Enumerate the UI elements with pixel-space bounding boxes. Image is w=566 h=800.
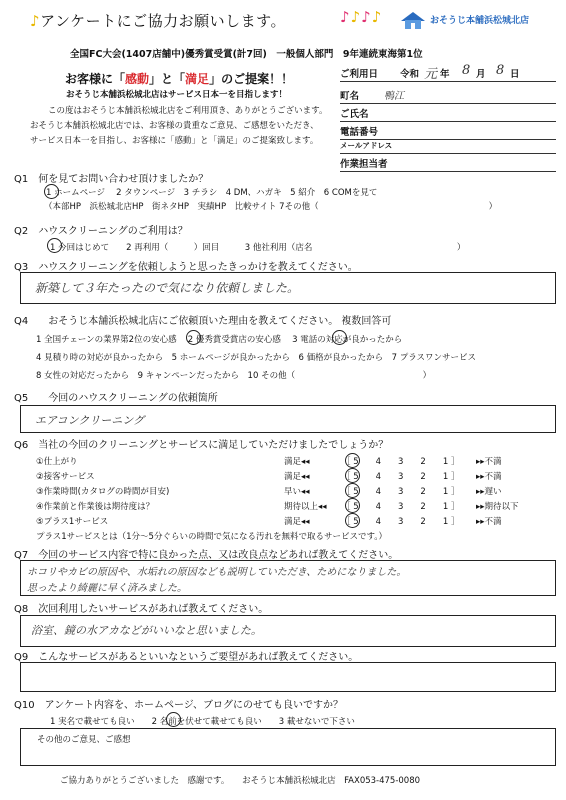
- answer-circle: [345, 513, 360, 528]
- q2-options: 1 今回はじめて 2 再利用（ ）回目 3 他社利用（店名 ）: [50, 243, 466, 253]
- q9-label: Q9 こんなサービスがあるといいなというご要望があれば教えてください。: [14, 652, 359, 663]
- brand-name: おそうじ本舗: [430, 16, 485, 26]
- rating-row: ③作業時間(カタログの時間が目安) 早い◂◂ ［ 5 4 3 2 1 ］ ▸▸遅い: [36, 487, 502, 497]
- q10-label: Q10 アンケート内容を、ホームページ、ブログにのせても良いですか？: [14, 700, 343, 711]
- q7-answer-line: 思ったより綺麗に早く済みました。: [27, 583, 187, 594]
- q1-sub-options: （本部HP 浜松城北店HP 街ネタHP 実績HP 比較サイト 7その他（ ）: [44, 202, 498, 212]
- q2-label: Q2 ハウスクリーニングのご利用は？: [14, 226, 188, 237]
- q3-answer: 新築して３年たったので気になり依頼しました。: [35, 281, 300, 295]
- town-value: 鴨江: [384, 91, 404, 102]
- intro-line: この度はおそうじ本舗浜松城北店をご利用頂き、ありがとうございます。: [48, 106, 328, 116]
- q6-label: Q6 当社の今回のクリーニングとサービスに満足していただけましたでしょうか？: [14, 440, 389, 451]
- answer-circle: [345, 468, 360, 483]
- town-field: 町名 鴨江: [340, 88, 556, 104]
- rating-row: ⑤プラス1サービス 満足◂◂ ［ 5 4 3 2 1 ］ ▸▸不満: [36, 517, 502, 527]
- answer-circle: [47, 238, 62, 253]
- q8-answer: 浴室、鏡の水アカなどがいいなと思いました。: [31, 624, 262, 637]
- q10-options: 1 実名で載せても良い 2 名前を伏せて載せても良い 3 載せないで下さい: [50, 717, 355, 727]
- date-month-value: 8: [462, 63, 471, 78]
- brand-branch: 浜松城北店: [484, 16, 530, 26]
- q8-label: Q8 次回利用したいサービスがあれば教えてください。: [14, 604, 269, 615]
- music-note-icon: ♪: [30, 12, 41, 30]
- answer-circle: [332, 330, 347, 345]
- footer-text: ご協力ありがとうございました 感謝です。 おそうじ本舗浜松城北店 FAX053-475-0080: [60, 776, 421, 786]
- rating-row: ①仕上がり 満足◂◂ ［ 5 4 3 2 1 ］ ▸▸不満: [36, 457, 502, 467]
- email-field: メールアドレス: [340, 140, 556, 154]
- q5-label: Q5 今回のハウスクリーニングの依頼箇所: [14, 393, 218, 404]
- q7-answer-box: [20, 560, 556, 596]
- q5-answer: エアコンクリーニング: [35, 414, 145, 427]
- award-text: 全国FC大会(1407店舗中)優秀賞受賞(計7回) 一般個人部門 9年連続東海第1位: [70, 49, 423, 60]
- answer-circle: [345, 498, 360, 513]
- q10-other-label: その他のご意見、ご感想: [37, 735, 131, 745]
- survey-title: ♪アンケートにご協力お願いします。: [30, 12, 286, 30]
- date-year-value: 元: [424, 67, 438, 82]
- answer-circle: [44, 184, 59, 199]
- music-note-icon: ♪: [350, 8, 360, 26]
- q8-answer-box: [20, 615, 556, 647]
- music-notes-decoration: [340, 8, 382, 26]
- q5-answer-box: [20, 405, 556, 433]
- q1-options: 1 ホームページ 2 タウンページ 3 チラシ 4 DM、ハガキ 5 紹介 6 COMを見て: [46, 188, 378, 198]
- q4-label: Q4 おそうじ本舗浜松城北店にご依頼頂いた理由を教えてください。 複数回答可: [14, 316, 392, 327]
- q3-answer-box: [20, 272, 556, 304]
- q4-option-line: 1 全国チェーンの業界第2位の安心感 2 優秀賞受賞店の安心感 3 電話の対応が良かったから: [36, 335, 403, 345]
- intro-line: サービス日本一を目指し、お客様に「感動」と「満足」のご提案致します。: [30, 136, 319, 146]
- music-note-icon: ♪: [340, 8, 349, 26]
- q7-label: Q7 今回のサービス内容で特に良かった点、又は改良点などあれば教えてください。: [14, 550, 399, 561]
- intro-line: おそうじ本舗浜松城北店では、お客様の貴重なご意見、ご感想をいただき、: [30, 121, 319, 131]
- q3-label: Q3 ハウスクリーニングを依頼しようと思ったきっかけを教えてください。: [14, 262, 358, 273]
- phone-field: 電話番号: [340, 124, 556, 140]
- q6-note: プラス1サービスとは（1分～5分ぐらいの時間で気になる汚れを無料で取るサービスです。）: [36, 532, 388, 542]
- music-note-icon: ♪: [371, 8, 381, 26]
- proposal-heading: お客様に「感動」と「満足」のご提案！！: [65, 72, 294, 86]
- q9-answer-box: [20, 662, 556, 692]
- q7-answer-line: ホコリやカビの原因や、水垢れの原因なども説明していただき、ためになりました。: [27, 567, 407, 578]
- date-day-value: 8: [496, 63, 505, 78]
- answer-circle: [345, 453, 360, 468]
- rating-row: ②接客サービス 満足◂◂ ［ 5 4 3 2 1 ］ ▸▸不満: [36, 472, 502, 482]
- q4-option-line: 4 見積り時の対応が良かったから 5 ホームページが良かったから 6 価格が良かったから 7 プラスワンサービス: [36, 353, 477, 363]
- answer-circle: [345, 483, 360, 498]
- q10-other-box: [20, 728, 556, 766]
- name-field: ご氏名: [340, 106, 556, 122]
- answer-circle: [186, 330, 201, 345]
- rating-row: ④作業前と作業後は期待度は？ 期待以上◂◂ ［ 5 4 3 2 1 ］ ▸▸期待以下: [36, 502, 519, 512]
- q1-label: Q1 何を見てお問い合わせ頂けましたか？: [14, 174, 209, 185]
- answer-circle: [166, 712, 181, 727]
- music-note-icon: ♪: [361, 8, 370, 26]
- date-field: ご利用日 令和 元 年 8 月 8 日: [340, 66, 556, 82]
- intro-line: おそうじ本舗浜松城北店はサービス日本一を目指します！: [66, 90, 288, 100]
- q4-option-line: 8 女性の対応だったから 9 キャンペーンだったから 10 その他（ ）: [36, 371, 432, 381]
- house-logo-icon: [398, 10, 428, 30]
- staff-field: 作業担当者: [340, 156, 556, 172]
